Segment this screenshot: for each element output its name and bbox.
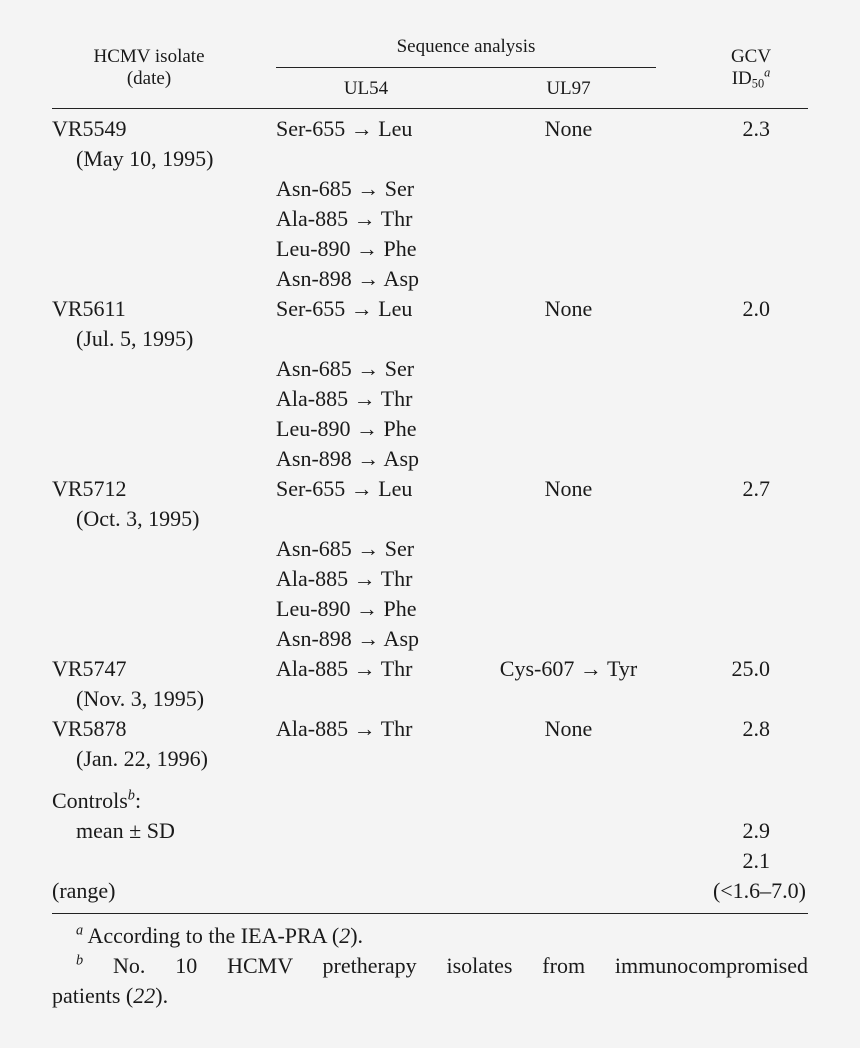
ul54-mutation: Asn-685 → Ser xyxy=(276,176,415,201)
col-header-gcv-line1: GCV xyxy=(730,46,772,67)
controls-sd-value: 2.1 xyxy=(742,848,770,873)
isolate-id: VR5878 xyxy=(52,716,127,741)
isolate-id: VR5549 xyxy=(52,116,127,141)
ul54-mutation: Asn-685 → Ser xyxy=(276,536,415,561)
col-header-gcv xyxy=(696,46,806,90)
controls-mean-value: 2.9 xyxy=(742,818,770,843)
header-rule xyxy=(52,108,808,109)
ul54-mutation: Ala-885 → Thr xyxy=(276,716,413,741)
ul54-mutation: Ser-655 → Leu xyxy=(276,116,413,141)
ul97-mutation: None xyxy=(544,476,593,501)
ul54-mutation: Leu-890 → Phe xyxy=(276,596,417,621)
ul54-mutation: Asn-898 → Asp xyxy=(276,266,420,291)
isolate-id: VR5712 xyxy=(52,476,127,501)
ul54-mutation: Asn-898 → Asp xyxy=(276,626,420,651)
col-header-isolate-line2: (date) xyxy=(126,68,172,89)
group-underline xyxy=(276,67,656,68)
isolate-date: (Oct. 3, 1995) xyxy=(76,506,200,531)
ul54-mutation: Leu-890 → Phe xyxy=(276,416,417,441)
isolate-date: (May 10, 1995) xyxy=(76,146,214,171)
col-group-sequence-analysis: Sequence analysis xyxy=(396,36,536,57)
controls-label: Controls$^b$: xyxy=(52,787,142,813)
gcv-id50-value: 2.8 xyxy=(742,716,770,741)
ul97-mutation: None xyxy=(544,296,593,321)
bottom-rule xyxy=(52,913,808,914)
ul54-mutation: Asn-685 → Ser xyxy=(276,356,415,381)
col-header-ul54: UL54 xyxy=(343,78,389,99)
isolate-date: (Jul. 5, 1995) xyxy=(76,326,194,351)
ul54-mutation: Ser-655 → Leu xyxy=(276,296,413,321)
ul54-mutation: Ala-885 → Thr xyxy=(276,386,413,411)
isolate-id: VR5611 xyxy=(52,296,126,321)
ul97-mutation: None xyxy=(544,116,593,141)
footnote-b-line2: patients (22). xyxy=(52,983,169,1008)
gcv-id50-value: 2.0 xyxy=(742,296,770,321)
col-header-gcv-line2: $ID_{50}^a$ xyxy=(731,65,771,91)
footnote-a: $^a$ According to the IEA-PRA (2). xyxy=(76,922,364,948)
col-header-ul97: UL97 xyxy=(546,78,591,99)
gcv-id50-value: 2.3 xyxy=(742,116,770,141)
ul54-mutation: Asn-898 → Asp xyxy=(276,446,420,471)
ul97-mutation: Cys-607 → Tyr xyxy=(499,656,638,681)
isolate-id: VR5747 xyxy=(52,656,127,681)
gcv-id50-value: 25.0 xyxy=(731,656,770,681)
ul54-mutation: Ala-885 → Thr xyxy=(276,566,413,591)
col-header-isolate xyxy=(52,46,246,90)
col-header-isolate-line1: HCMV isolate xyxy=(93,46,205,67)
controls-range-label: (range) xyxy=(52,878,116,903)
footnote-b-line1: $^b$ No. 10 HCMV pretherapy isolates from immunocompromised xyxy=(76,952,809,978)
ul54-mutation: Ala-885 → Thr xyxy=(276,206,413,231)
isolate-date: (Nov. 3, 1995) xyxy=(76,686,205,711)
controls-range-value: (<1.6–7.0) xyxy=(712,878,806,903)
isolate-date: (Jan. 22, 1996) xyxy=(76,746,208,771)
ul54-mutation: Ser-655 → Leu xyxy=(276,476,413,501)
controls-mean-label: mean ± SD xyxy=(76,818,175,843)
ul97-mutation: None xyxy=(544,716,593,741)
ul54-mutation: Ala-885 → Thr xyxy=(276,656,413,681)
gcv-id50-value: 2.7 xyxy=(742,476,770,501)
ul54-mutation: Leu-890 → Phe xyxy=(276,236,417,261)
